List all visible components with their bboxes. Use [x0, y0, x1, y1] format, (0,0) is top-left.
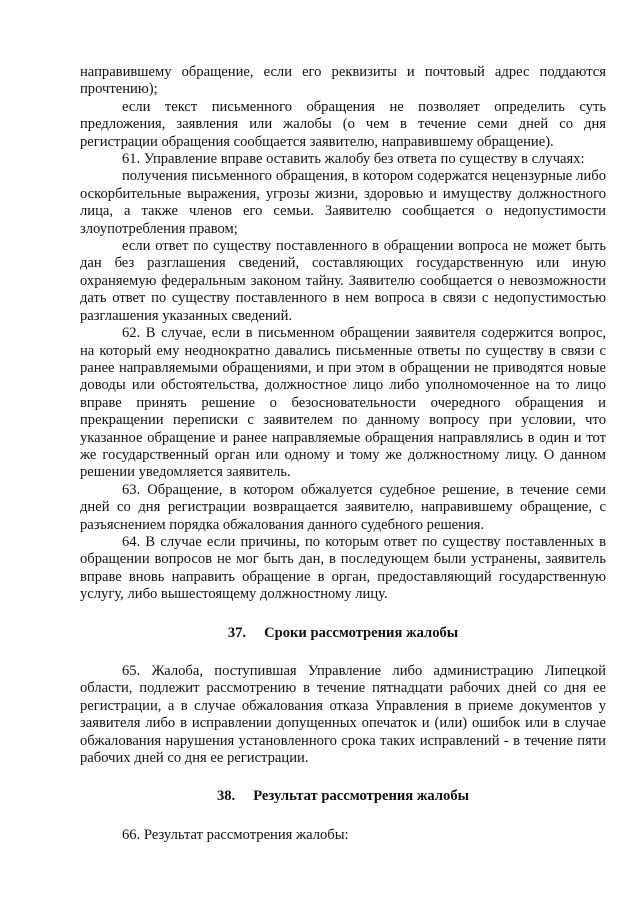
paragraph-text-undeterminable: если текст письменного обращения не позволяет определить суть предложения, заявления или жалобы (о чем в течение семи дней со дня регистрации обращения сообщается заявителю, направившему обращение).: [80, 98, 606, 150]
section-title-37: Сроки рассмотрения жалобы: [264, 624, 459, 641]
paragraph-62: 62. В случае, если в письменном обращении заявителя содержится вопрос, на который ему неоднократно давались письменные ответы по существу в связи с ранее направляемыми обращениями, и при этом в обращении не приводятся новые доводы или обстоятельства, должностное лицо либо уполномоченное на то лицо вправе принять решение о безосновательности очередного обращения и прекращении переписки с заявителем по данному вопросу при условии, что указанное обращение и ранее направляемые обращения направлялись в один и тот же государственный орган или одному и тому же должностному лицу. О данном решении уведомляется заявитель.: [80, 325, 606, 481]
paragraph-continuation: направившему обращение, если его реквизиты и почтовый адрес поддаются прочтению);: [80, 64, 606, 98]
paragraph-secret-info: если ответ по существу поставленного в обращении вопроса не может быть дан без разглашения сведений, составляющих государственную или иную охраняемую федеральным законом тайну. Заявителю сообщается о невозможности дать ответ по существу поставленного в нем вопроса в связи с недопустимостью разглашения указанных сведений.: [80, 238, 606, 324]
document-body: [80, 64, 606, 844]
section-number-37: 37.: [227, 624, 247, 641]
section-number-38: 38.: [216, 788, 236, 805]
paragraph-61: 61. Управление вправе оставить жалобу без ответа по существу в случаях:: [122, 151, 585, 168]
paragraph-obscene-content: получения письменного обращения, в котором содержатся нецензурные либо оскорбительные выражения, угрозы жизни, здоровью и имуществу должностного лица, а также членов его семьи. Заявителю сообщается о недопустимости злоупотребления правом;: [80, 168, 606, 237]
paragraph-63: 63. Обращение, в котором обжалуется судебное решение, в течение семи дней со дня регистрации возвращается заявителю, направившему обращение, с разъяснением порядка обжалования данного судебного решения.: [80, 481, 606, 533]
section-heading-37: [80, 625, 606, 642]
paragraph-64: 64. В случае если причины, по которым ответ по существу поставленных в обращении вопросов не мог быть дан, в последующем были устранены, заявитель вправе вновь направить обращение в орган, предоставляющий государственную услугу, либо вышестоящему должностному лицу.: [80, 533, 606, 603]
section-title-38: Результат рассмотрения жалобы: [253, 788, 470, 805]
paragraph-65: 65. Жалоба, поступившая Управление либо администрацию Липецкой области, подлежит рассмотрению в течение пятнадцати рабочих дней со дня ее регистрации, а в случае обжалования отказа Управления в приеме документов у заявителя либо в исправлении допущенных опечаток и (или) ошибок или в случае обжалования нарушения установленного срока таких исправлений - в течение пяти рабочих дней со дня ее регистрации.: [80, 663, 606, 767]
section-heading-38: [80, 788, 606, 805]
paragraph-66: 66. Результат рассмотрения жалобы:: [122, 826, 349, 843]
